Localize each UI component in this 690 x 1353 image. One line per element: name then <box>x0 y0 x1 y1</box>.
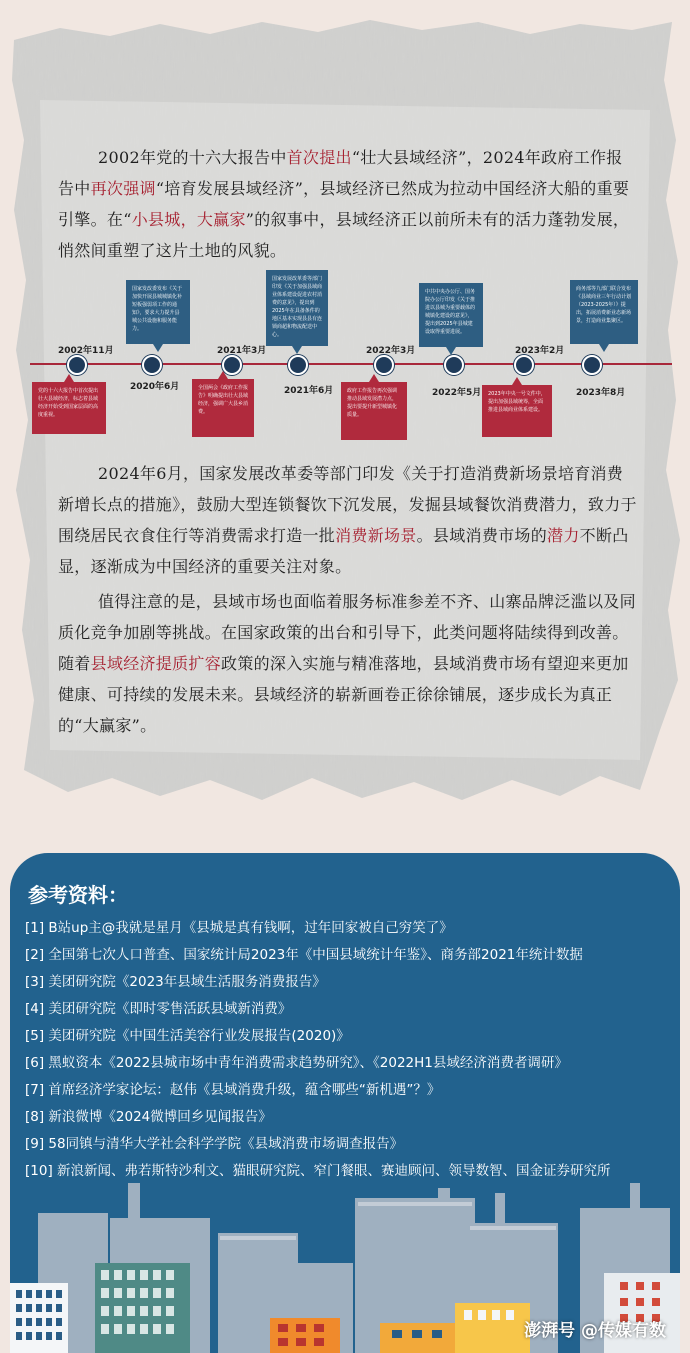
timeline-node <box>67 355 87 375</box>
references-list <box>25 915 611 1185</box>
highlight-potential: 潜力 <box>547 526 580 545</box>
body-text: 值得注意的是，县域市场也面临着服务标准参差不齐、山寨品牌泛滥以及同质化竞争加剧等挑战。在国家政策的出台和引导下，此类问题将陆续得到改善。随着 <box>58 592 636 673</box>
timeline-event-box: 国家发展改革委等部门印发《关于加强县域商业体系建设促进农村消费的意见》，提出到2025年在具备条件的地区基本实现县县有连锁商超和物流配送中心。 <box>266 270 328 346</box>
consumption-paragraph <box>58 458 638 582</box>
reference-item: [6] 黑蚁资本《2022县城市场中青年消费需求趋势研究》、《2022H1县域经济消费者调研》 <box>25 1055 568 1071</box>
timeline-date: 2023年8月 <box>576 388 626 398</box>
timeline-event-box: 中共中央办公厅、国务院办公厅印发《关于推进以县城为重要载体的城镇化建设的意见》，提出到2025年县城建设取得重要进展。 <box>419 283 483 347</box>
reference-item: [3] 美团研究院《2023年县域生活服务消费报告》 <box>25 974 326 990</box>
timeline-axis <box>30 363 672 365</box>
timeline-event-box: 党的十六大报告中首次提出壮大县域经济，标志着县域经济开始受到国家层面的高度重视。 <box>32 382 106 434</box>
highlight-re-emphasized: 再次强调 <box>90 179 156 198</box>
body-text: 。县域消费市场的 <box>416 526 548 545</box>
challenges-paragraph <box>58 586 638 741</box>
timeline-event-box: 2023年中央一号文件中，提出加强县域统筹，全面推进县域商业体系建设。 <box>482 385 552 437</box>
timeline-node <box>582 355 602 375</box>
reference-item: [7] 首席经济学家论坛：赵伟《县域消费升级，蕴含哪些“新机遇”？》 <box>25 1082 441 1098</box>
highlight-new-scenes: 消费新场景 <box>335 526 417 545</box>
source-watermark: 澎湃号 @传媒有数 <box>524 1321 666 1341</box>
timeline-date: 2020年6月 <box>130 382 180 392</box>
timeline-node <box>288 355 308 375</box>
timeline-date: 2022年3月 <box>366 346 416 356</box>
body-text: 2024年6月，国家发展改革委等部门印发《关于打造消费新场景培育消费新增长点的措施》，鼓励大型连锁餐饮下沉发展，发掘县域餐饮消费潜力，致力于围绕居民衣食住行等消费需求打造一批 <box>58 464 637 545</box>
highlight-quality-expansion: 县域经济提质扩容 <box>90 654 222 673</box>
timeline-date: 2022年5月 <box>432 388 482 398</box>
timeline-date: 2023年2月 <box>515 346 565 356</box>
reference-item: [9] 58同镇与清华大学社会科学学院《县域消费市场调查报告》 <box>25 1136 404 1152</box>
intro-text: “培育发展县域经济”，县域经济已然成为拉动中国经济大船的重要引擎。在“ <box>58 179 630 229</box>
reference-item: [2] 全国第七次人口普查、国家统计局2023年《中国县域统计年鉴》、商务部2021年统计数据 <box>25 947 583 963</box>
references-title: 参考资料： <box>28 883 128 907</box>
intro-text: ”的叙事中，县域经济正以前所未有的活力蓬勃发展，悄然间重塑了这片土地的风貌。 <box>58 210 630 260</box>
highlight-first-proposed: 首次提出 <box>286 148 352 167</box>
reference-item: [4] 美团研究院《即时零售活跃县域新消费》 <box>25 1001 292 1017</box>
intro-text: 2002年党的十六大报告中 <box>98 148 287 167</box>
timeline-event-box: 政府工作报告再次强调推动县域发展潜力点，提出要提升新型城镇化质量。 <box>341 382 407 440</box>
timeline-event-box: 商务部等九部门联合发布《县域商业三年行动计划（2023-2025年）》提出，拓展消费新业态新场景，打造商业集聚区。 <box>570 280 638 344</box>
reference-item: [5] 美团研究院《中国生活美容行业发展报告(2020)》 <box>25 1028 350 1044</box>
references-panel <box>10 853 680 1353</box>
timeline-event-box: 全国两会《政府工作报告》明确提出壮大县域经济，强调广大县乡消费。 <box>192 379 254 437</box>
reference-item: [1] B站up主@我就是星月《县城是真有钱啊，过年回家被自己穷笑了》 <box>25 920 453 936</box>
body-text: 政策的深入实施与精准落地，县域消费市场有望迎来更加健康、可持续的发展未来。县域经济的崭新画卷正徐徐铺展，逐步成长为真正的“大赢家”。 <box>58 654 629 735</box>
intro-paragraph <box>58 142 638 266</box>
body-text: 不断凸显，逐渐成为中国经济的重要关注对象。 <box>58 526 629 576</box>
intro-text: “壮大县域经济”，2024年政府工作报告中 <box>58 148 623 198</box>
highlight-small-county-big-winner: 小县城，大赢家 <box>131 210 246 229</box>
timeline-date: 2002年11月 <box>58 346 114 356</box>
timeline-date: 2021年3月 <box>217 346 267 356</box>
timeline-node <box>444 355 464 375</box>
timeline-node <box>374 355 394 375</box>
timeline-date: 2021年6月 <box>284 386 334 396</box>
reference-item: [8] 新浪微博《2024微博回乡见闻报告》 <box>25 1109 272 1125</box>
reference-item: [10] 新浪新闻、弗若斯特沙利文、猫眼研究院、窄门餐眼、赛迪顾问、领导数智、国金证券研究所 <box>25 1163 611 1179</box>
timeline-node <box>142 355 162 375</box>
timeline-event-box: 国家发改委发布《关于加快开展县城城镇化补短板强弱项工作的通知》，要求大力提升县城公共设施和服务能力。 <box>126 280 190 344</box>
timeline-node <box>514 355 534 375</box>
